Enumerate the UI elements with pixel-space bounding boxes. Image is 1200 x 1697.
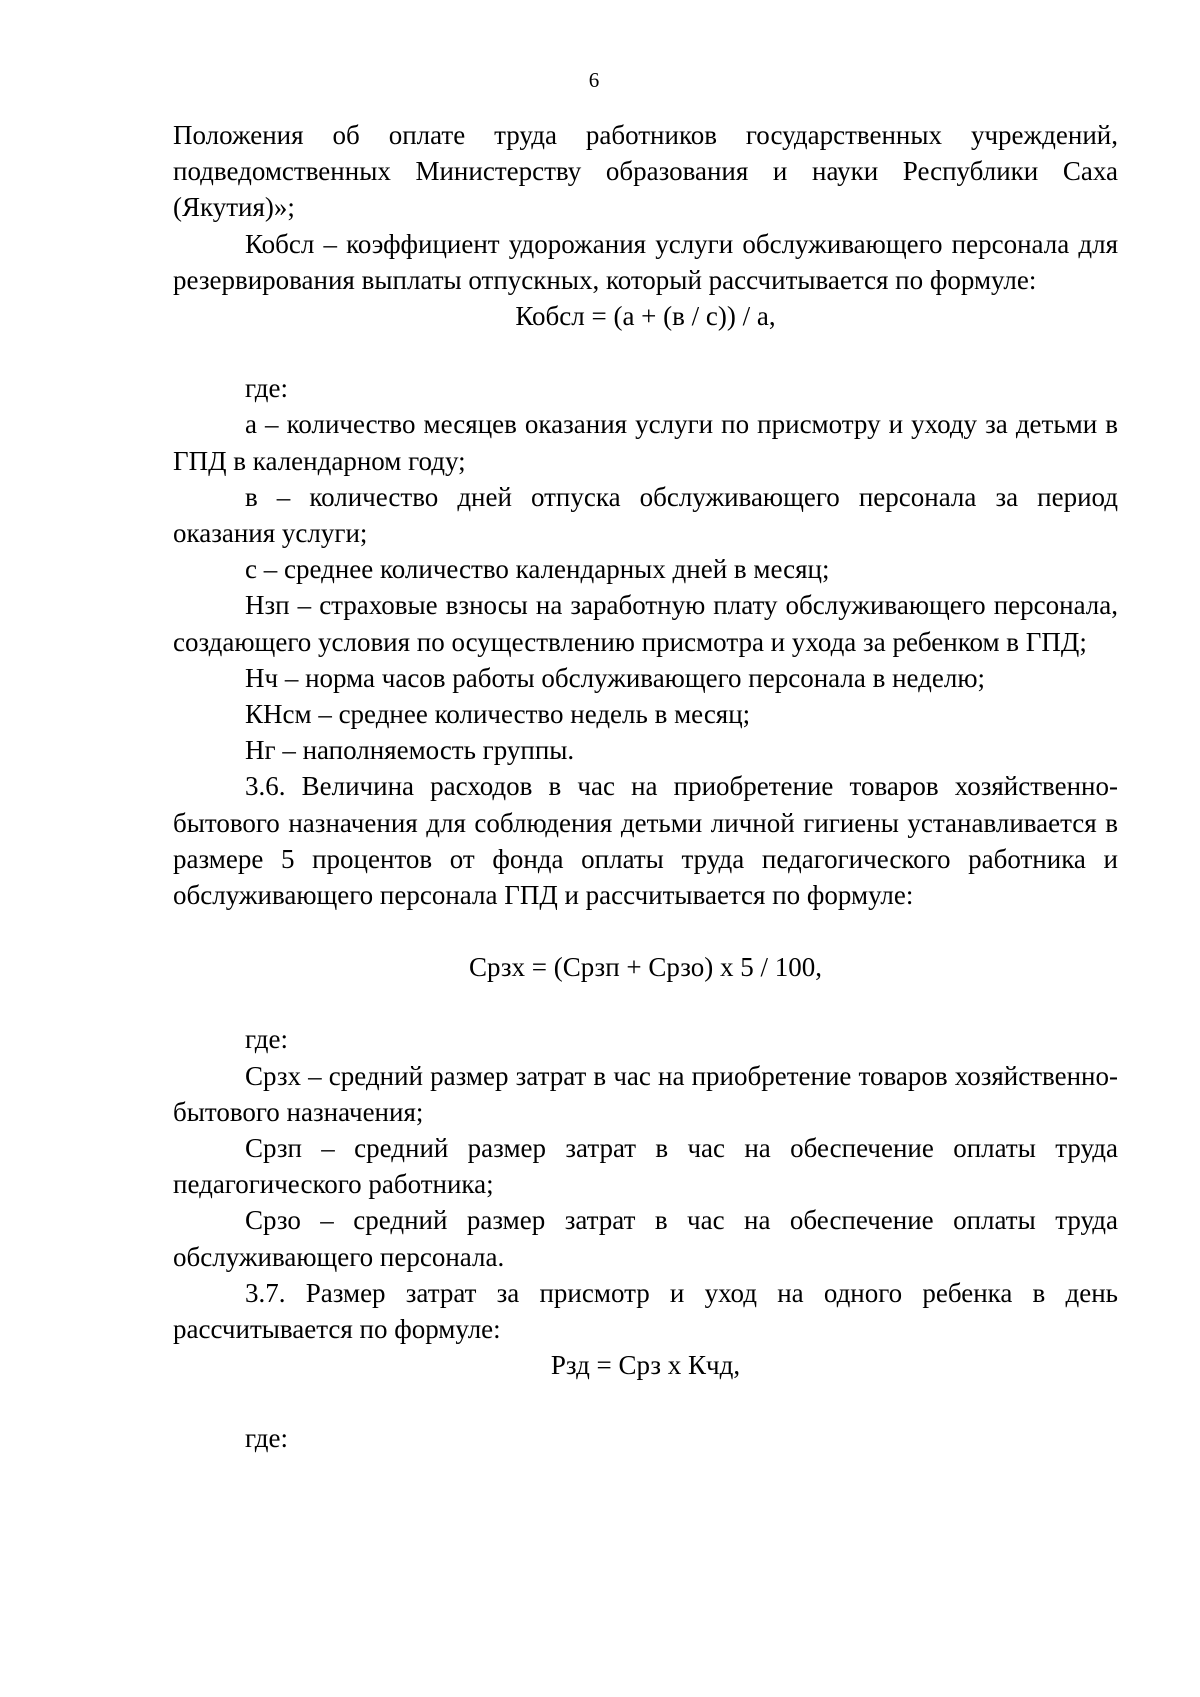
page-number: 6 xyxy=(588,68,600,92)
paragraph-var-a: а – количество месяцев оказания услуги по присмотру и уходу за детьми в ГПД в календарном году; xyxy=(173,409,1118,476)
paragraph-var-knsm: КНсм – среднее количество недель в месяц; xyxy=(245,699,751,730)
paragraph-var-nzp: Нзп – страховые взносы на заработную плату обслуживающего персонала, создающего условия по осуществлению присмотра и ухода за ребенком в ГПД; xyxy=(173,590,1118,657)
paragraph-section-3-7: 3.7. Размер затрат за присмотр и уход на одного ребенка в день рассчитывается по формуле: xyxy=(173,1277,1118,1345)
paragraph-kobsl-definition: Кобсл – коэффициент удорожания услуги обслуживающего персонала для резервирования выплаты отпускных, который рассчитывается по формуле: xyxy=(173,228,1118,295)
paragraph-section-3-6: 3.6. Величина расходов в час на приобретение товаров хозяйственно-бытового назначения для соблюдения детьми личной гигиены устанавливается в размере 5 процентов от фонда оплаты труда педагогического работника и обслуживающего персонала ГПД и рассчитывается по формуле: xyxy=(173,771,1118,911)
document-body xyxy=(173,117,1118,1456)
paragraph-var-ng: Нг – наполняемость группы. xyxy=(245,735,575,766)
where-label: где: xyxy=(245,373,288,404)
where-label: где: xyxy=(245,1024,288,1055)
paragraph-var-srzp: Срзп – средний размер затрат в час на обеспечение оплаты труда педагогического работника; xyxy=(173,1133,1118,1200)
paragraph-var-v: в – количество дней отпуска обслуживающего персонала за период оказания услуги; xyxy=(173,481,1118,549)
paragraph-var-srzh: Срзх – средний размер затрат в час на приобретение товаров хозяйственно-бытового назначения; xyxy=(173,1060,1118,1127)
spacer xyxy=(173,334,1118,370)
spacer xyxy=(173,1384,1118,1420)
formula-kobsl: Кобсл = (а + (в / с)) / а, xyxy=(515,301,776,332)
paragraph-regulation-ref: Положения об оплате труда работников государственных учреждений, подведомственных Министерству образования и науки Республики Саха (Якутия)»; xyxy=(173,120,1118,223)
spacer xyxy=(173,913,1118,949)
formula-rzd: Рзд = Срз х Кчд, xyxy=(550,1350,741,1381)
spacer xyxy=(173,985,1118,1021)
formula-srzh: Срзх = (Срзп + Срзо) х 5 / 100, xyxy=(469,952,822,983)
paragraph-var-srzo: Срзо – средний размер затрат в час на обеспечение оплаты труда обслуживающего персонала. xyxy=(173,1205,1118,1272)
paragraph-var-s: с – среднее количество календарных дней в месяц; xyxy=(245,554,830,585)
paragraph-var-nch: Нч – норма часов работы обслуживающего персонала в неделю; xyxy=(245,662,986,693)
where-label: где: xyxy=(245,1422,288,1453)
